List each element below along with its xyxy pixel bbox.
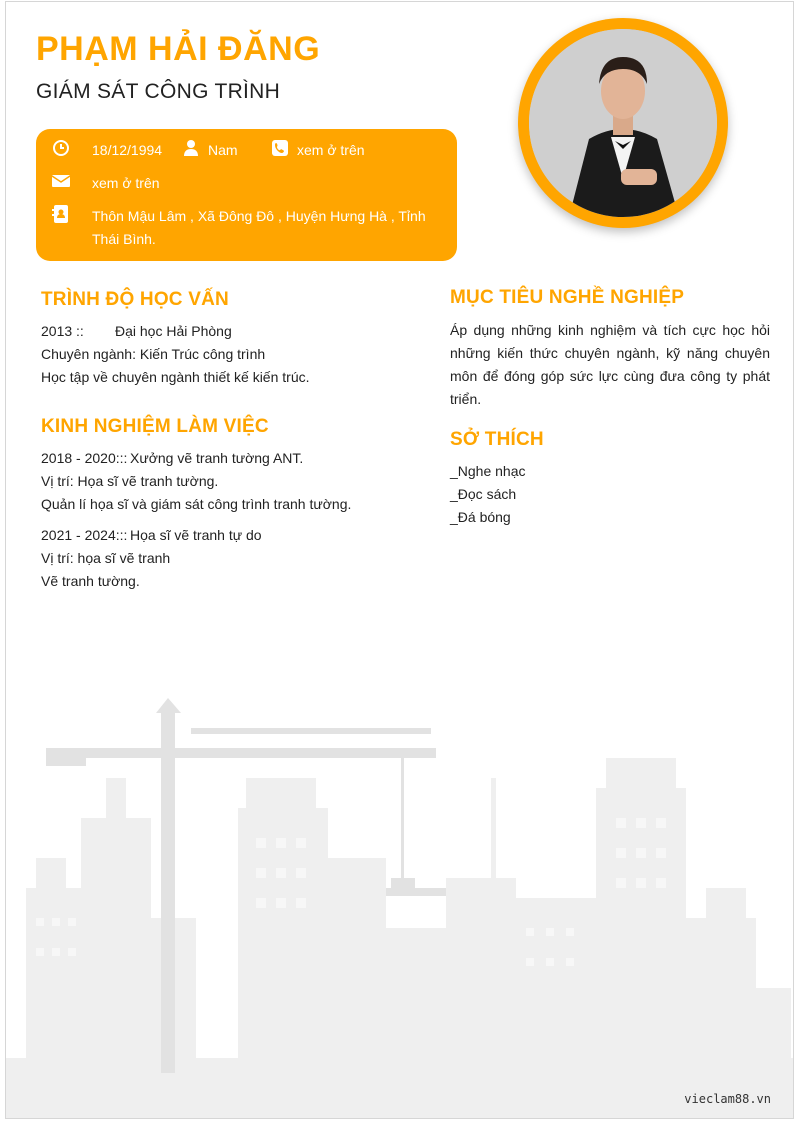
education-year: 2013 ::: [41, 323, 84, 339]
education-description: Học tập về chuyên ngành thiết kế kiến trúc.: [41, 369, 310, 385]
birthday-text: 18/12/1994: [92, 142, 163, 158]
education-major: Chuyên ngành: Kiến Trúc công trình: [41, 346, 266, 362]
experience-period: 2018 - 2020:::: [41, 450, 128, 466]
phone-text: xem ở trên: [297, 142, 365, 158]
experience-company: Họa sĩ vẽ tranh tự do: [130, 527, 262, 543]
email-item: [52, 172, 160, 195]
email-text: xem ở trên: [92, 175, 160, 191]
profile-photo: [529, 29, 717, 217]
experience-period: 2021 - 2024:::: [41, 527, 128, 543]
experience-description: Quản lí họa sĩ và giám sát công trình tranh tường.: [41, 496, 352, 512]
address-item: [52, 205, 432, 251]
cv-page: [5, 1, 794, 1119]
candidate-name: PHẠM HẢI ĐĂNG: [36, 30, 321, 68]
education-title: TRÌNH ĐỘ HỌC VẤN: [41, 289, 229, 310]
experience-position: Vị trí: Họa sĩ vẽ tranh tường.: [41, 473, 219, 489]
experience-company: Xưởng vẽ tranh tường ANT.: [130, 450, 304, 466]
objective-text: Áp dụng những kinh nghiệm và tích cực học hỏi những kiến thức chuyên ngành, kỹ năng chuyên môn để đóng góp sức lực cùng đưa công ty phát triển.: [450, 322, 770, 407]
experience-title: KINH NGHIỆM LÀM VIỆC: [41, 416, 269, 437]
site-watermark: vieclam88.vn: [684, 1092, 771, 1106]
hobbies-title: SỞ THÍCH: [450, 429, 544, 450]
objective-title: MỤC TIÊU NGHỀ NGHIỆP: [450, 287, 685, 308]
gender-text: Nam: [208, 142, 238, 158]
address-text: Thôn Mậu Lâm , Xã Đông Đô , Huyện Hưng Hà , Tỉnh Thái Bình.: [92, 208, 426, 247]
envelope-icon: [52, 172, 70, 190]
birthday-item: [52, 139, 162, 162]
address-book-icon: [52, 205, 70, 223]
hobby-item: _Nghe nhạc: [450, 463, 526, 479]
phone-item: [271, 139, 365, 162]
phone-icon: [271, 139, 289, 157]
clock-icon: [52, 139, 70, 157]
experience-description: Vẽ tranh tường.: [41, 573, 140, 589]
gender-item: [182, 139, 238, 162]
education-school: Đại học Hải Phòng: [115, 323, 232, 339]
profile-photo-frame: [518, 18, 728, 228]
contact-info-box: [36, 129, 457, 261]
experience-position: Vị trí: họa sĩ vẽ tranh: [41, 550, 171, 566]
hobby-item: _Đá bóng: [450, 509, 511, 525]
hobby-item: _Đọc sách: [450, 486, 517, 502]
user-icon: [182, 139, 200, 157]
city-skyline-illustration: [6, 658, 794, 1118]
job-title: GIÁM SÁT CÔNG TRÌNH: [36, 80, 281, 103]
